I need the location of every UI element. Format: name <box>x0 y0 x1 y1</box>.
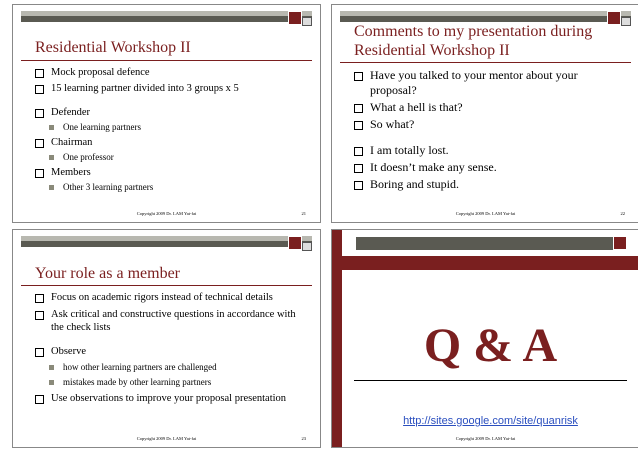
bullet-item: Members <box>35 166 308 179</box>
bullet-item: Have you talked to your mentor about your proposal? <box>354 68 627 98</box>
bullet-list <box>35 291 308 405</box>
bullet-list <box>35 66 308 193</box>
slide-title-line-1: Comments to my presentation during <box>354 23 593 40</box>
bullet-item: Defender <box>35 106 308 119</box>
bullet-item: Ask critical and constructive questions in accordance with the check lists <box>35 308 308 334</box>
header-square-accent <box>607 11 621 25</box>
bullet-item: Mock proposal defence <box>35 66 308 79</box>
header-square-light <box>302 242 312 251</box>
slide-footer: Copyright 2009 Dr. LAM Yat-fai <box>136 436 197 441</box>
heading-rule <box>354 380 627 381</box>
bullet-list <box>354 68 627 192</box>
page-number: 21 <box>301 211 306 216</box>
bullet-item: Observe <box>35 345 308 358</box>
slide-title-line-2: Residential Workshop II <box>354 42 510 59</box>
sub-bullet-item: how other learning partners are challenged <box>35 362 308 373</box>
content-panel <box>342 270 638 447</box>
accent-band <box>342 256 638 270</box>
header-square-accent <box>288 11 302 25</box>
qa-heading: Q & A <box>423 319 558 372</box>
header-square-accent <box>288 236 302 250</box>
sub-bullet-item: One learning partners <box>35 122 308 133</box>
header-square-accent <box>613 236 627 250</box>
page-number: 22 <box>620 211 625 216</box>
top-header <box>342 230 638 256</box>
sub-bullet-item: Other 3 learning partners <box>35 182 308 193</box>
slide-footer: Copyright 2009 Dr. LAM Yat-fai <box>136 211 197 216</box>
header-bar-dark <box>356 237 613 250</box>
header-bar-dark <box>21 16 312 22</box>
bullet-item: So what? <box>354 117 627 132</box>
slide-comments <box>331 4 638 223</box>
page-number: 23 <box>301 436 306 441</box>
header-square-light <box>302 17 312 26</box>
slide-title: Your role as a member <box>35 265 181 282</box>
slide-title: Residential Workshop II <box>35 39 191 56</box>
slide-residential-workshop <box>12 4 321 223</box>
bullet-item: Focus on academic rigors instead of technical details <box>35 291 308 304</box>
title-rule <box>340 62 631 63</box>
title-rule <box>21 60 312 61</box>
bullet-item: 15 learning partner divided into 3 groups x 5 <box>35 82 308 95</box>
sub-bullet-item: mistakes made by other learning partners <box>35 377 308 388</box>
header-bar-dark <box>21 241 312 247</box>
sub-bullet-item: One professor <box>35 152 308 163</box>
bullet-item: Chairman <box>35 136 308 149</box>
accent-side-bar <box>332 230 342 447</box>
slide-footer: Copyright 2009 Dr. LAM Yat-fai <box>455 211 516 216</box>
bullet-item: What a hell is that? <box>354 100 627 115</box>
bullet-item: Use observations to improve your proposal presentation <box>35 392 308 405</box>
website-link[interactable]: http://sites.google.com/site/quanrisk <box>403 415 578 427</box>
header-square-light <box>621 17 631 26</box>
slide-q-and-a <box>331 229 638 448</box>
bullet-item: It doesn’t make any sense. <box>354 160 627 175</box>
title-rule <box>21 285 312 286</box>
bullet-item: I am totally lost. <box>354 143 627 158</box>
slide-footer: Copyright 2009 Dr. LAM Yat-fai <box>455 436 516 441</box>
slide-your-role <box>12 229 321 448</box>
bullet-item: Boring and stupid. <box>354 177 627 192</box>
